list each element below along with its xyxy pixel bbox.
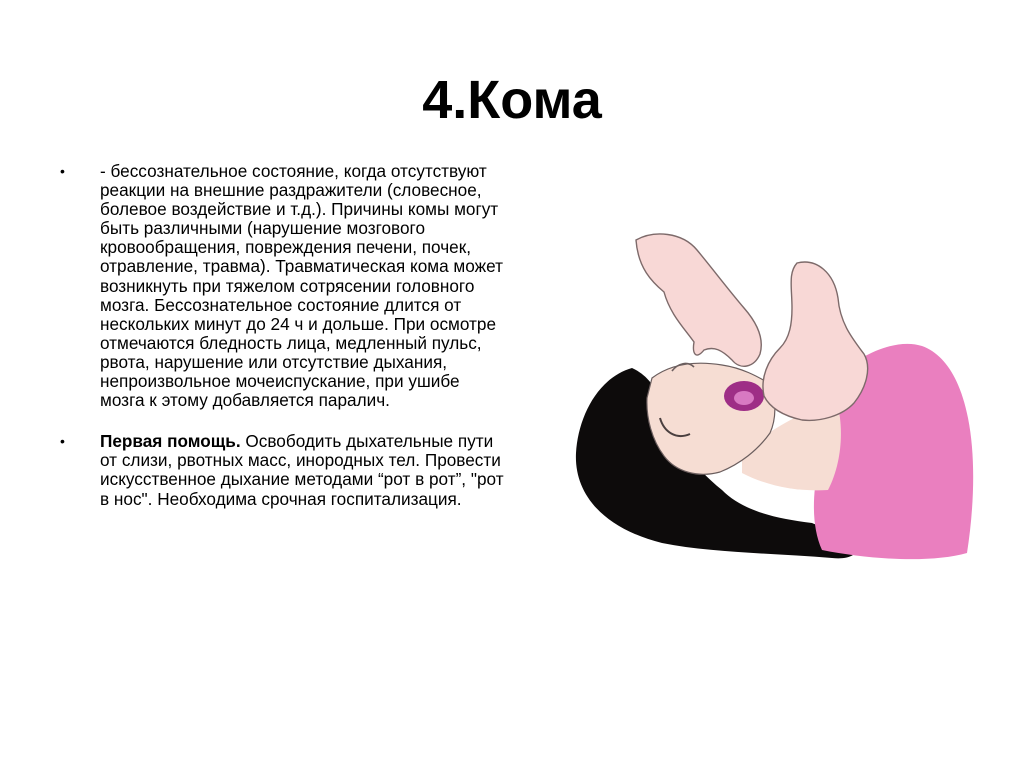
first-aid-instructions: Освободить дыхательные пути от слизи, рвотных масс, инородных тел. Провести искусственное дыхание методами “рот в рот”, "рот в нос". Необходима срочная госпитализация. (100, 431, 504, 509)
lower-hand-shape (763, 262, 868, 420)
bullet-text-first-aid (100, 432, 508, 508)
bullet-item-first-aid (58, 432, 508, 508)
slide-title: 4.Кома (422, 70, 602, 130)
first-aid-heading: Первая помощь. (100, 431, 241, 452)
bullet-icon: • (60, 163, 65, 179)
first-aid-airway-illustration-icon (572, 228, 976, 574)
bullet-icon: • (60, 433, 65, 450)
upper-hand-shape (636, 234, 761, 366)
slide-body (58, 162, 508, 509)
mouth-inner-shape (734, 391, 754, 405)
bullet-text-definition: - бессознательное состояние, когда отсутствуют реакции на внешние раздражители (словесное, болевое воздействие и т.д.). Причины комы могут быть различными (нарушение мозгового кровообращения, повреждения печени, почек, отравление, травма). Травматическая кома может возникнуть при тяжелом сотрясении головного мозга. Бессознательное состояние длится от нескольких минут до 24 ч и дольше. При осмотре отмечаются бледность лица, медленный пульс, рвота, нарушение или отсутствие дыхания, непроизвольное мочеиспускание, при ушибе мозга к этому добавляется паралич. (100, 161, 503, 411)
bullet-item-definition (58, 162, 508, 410)
